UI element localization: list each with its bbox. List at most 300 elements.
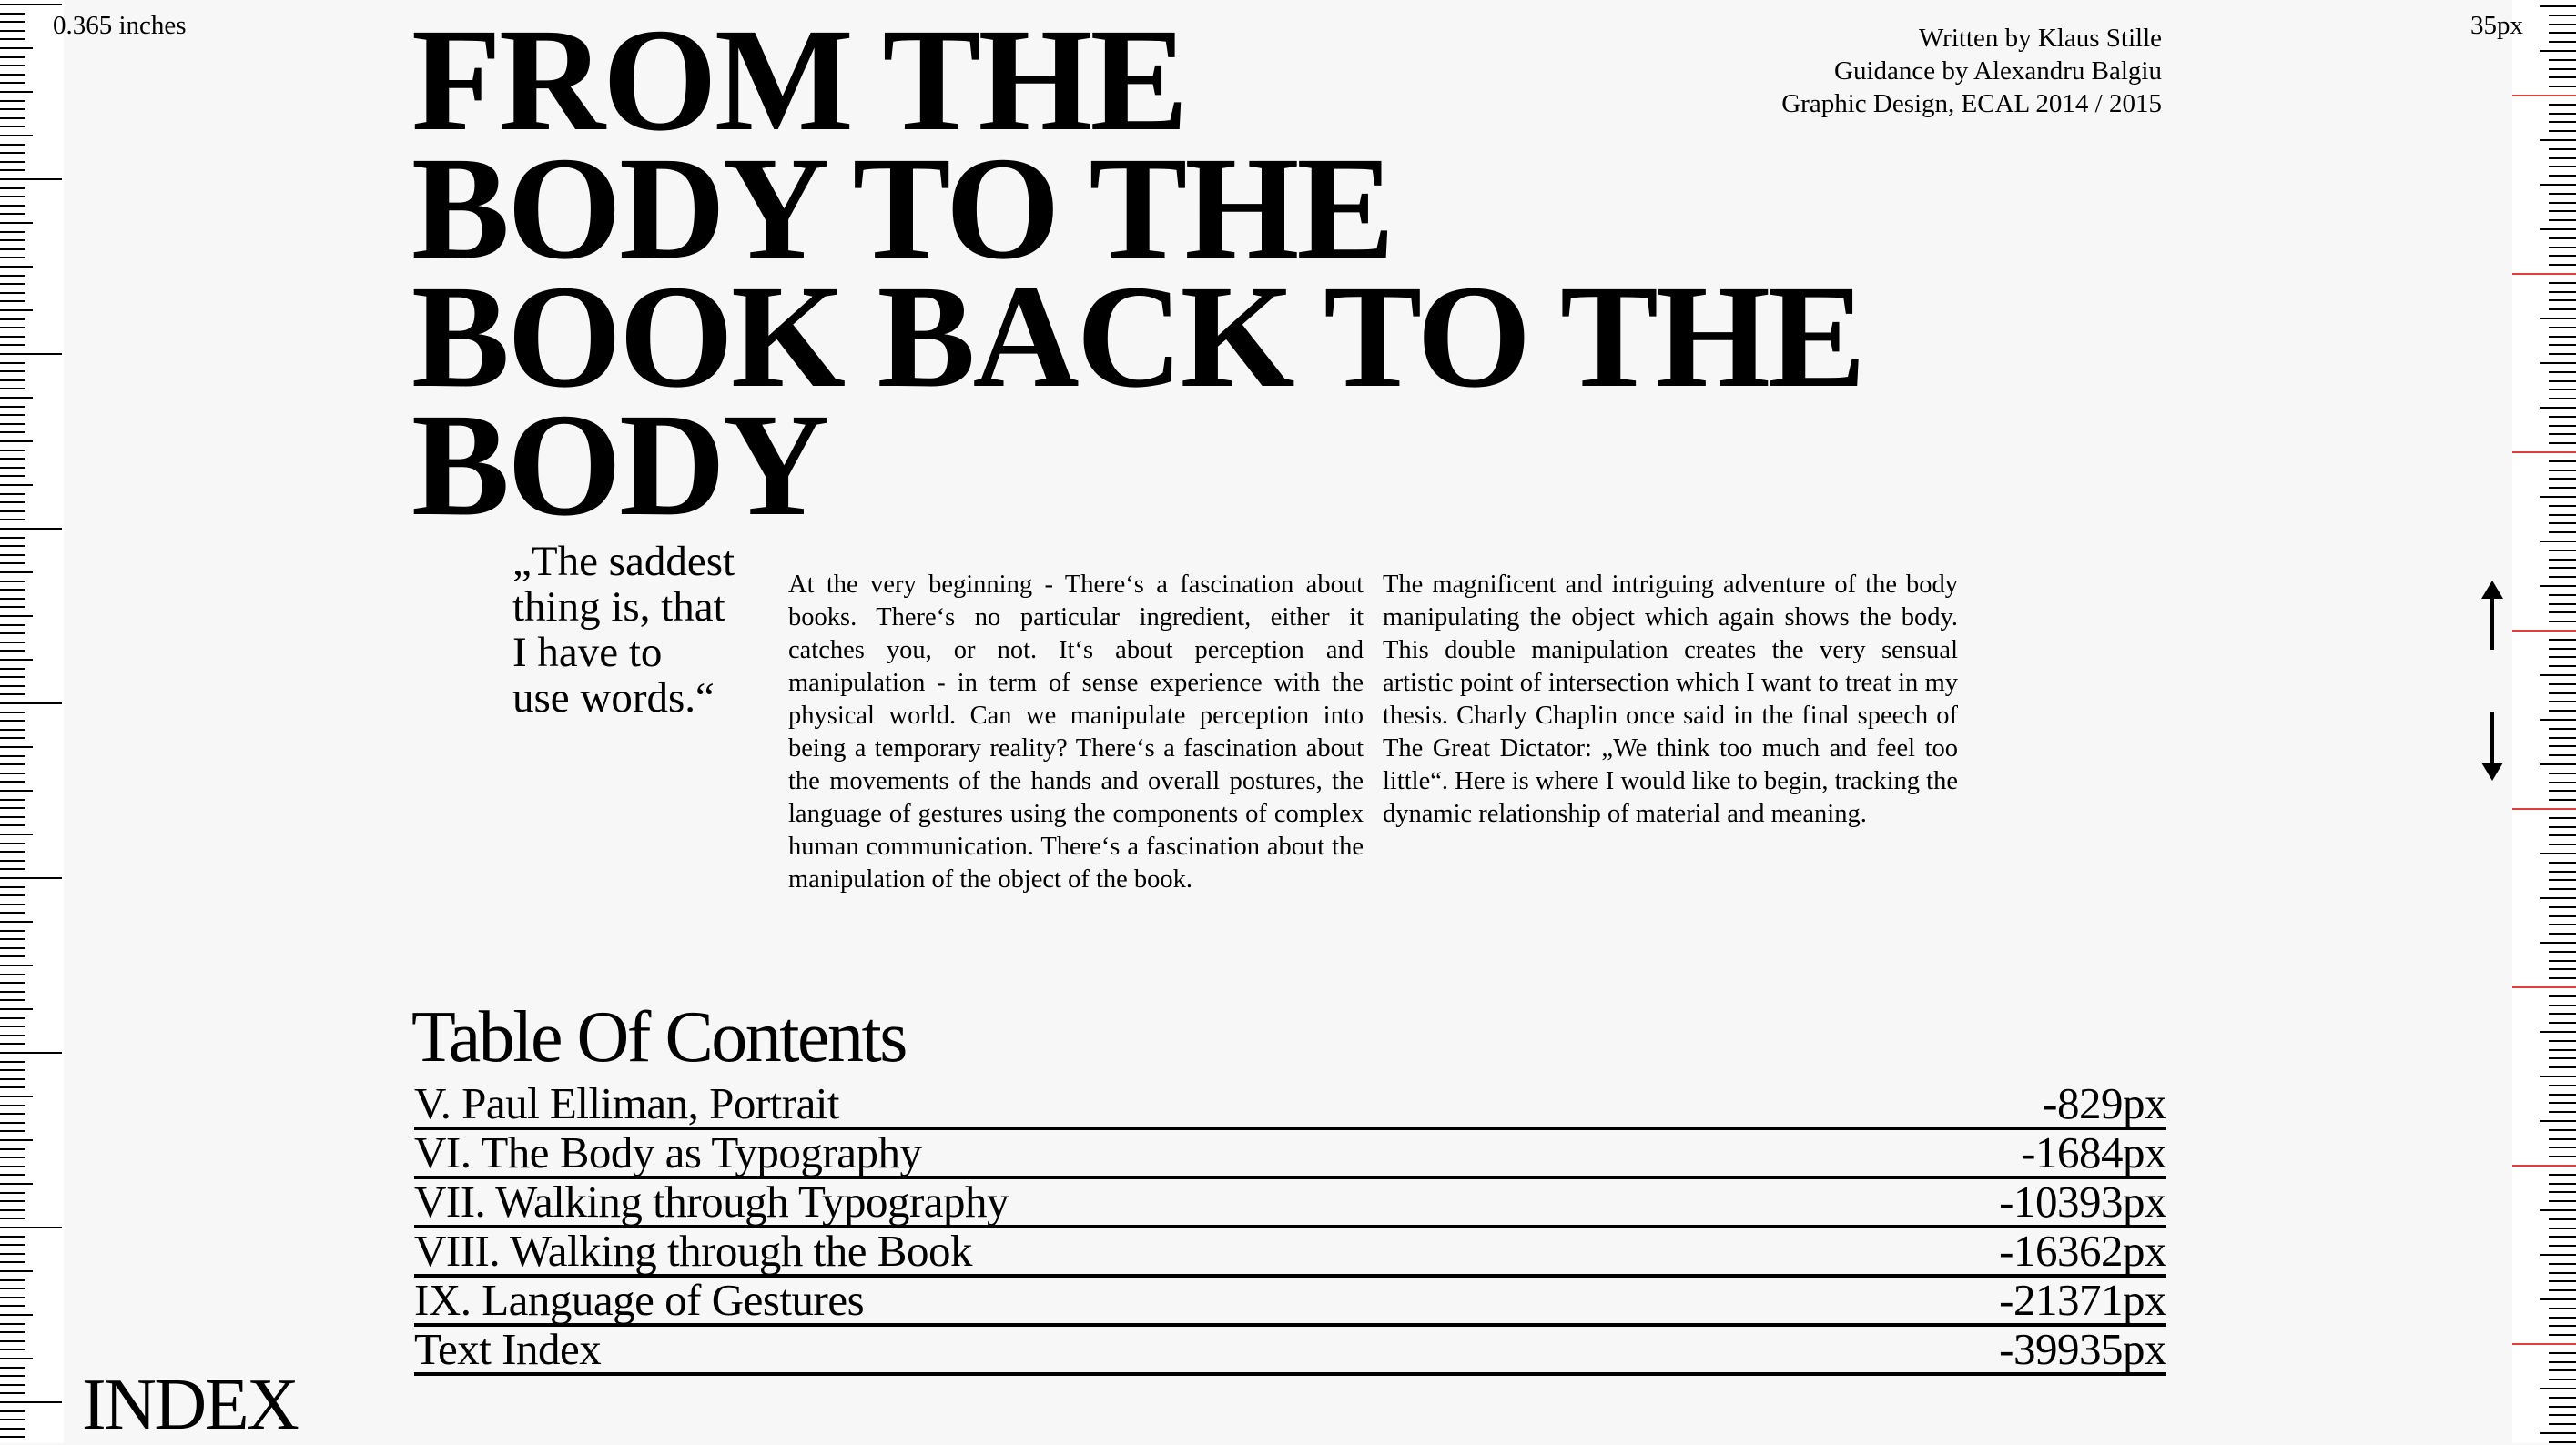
ruler-tick (0, 938, 25, 940)
ruler-tick (0, 47, 33, 49)
ruler-tick (0, 510, 25, 512)
ruler-tick (0, 1297, 25, 1298)
ruler-tick (2540, 228, 2576, 230)
ruler-tick (2549, 799, 2576, 801)
ruler-tick (0, 1358, 33, 1359)
ruler-tick (0, 1157, 25, 1158)
ruler-tick (2549, 210, 2576, 212)
ruler-tick (2549, 1308, 2576, 1309)
ruler-tick (0, 843, 25, 844)
ruler-tick (2549, 353, 2576, 355)
ruler-tick (2549, 193, 2576, 195)
ruler-tick (2549, 1102, 2576, 1104)
ruler-tick (2549, 336, 2576, 338)
ruler-tick (2512, 1165, 2576, 1167)
ruler-tick (0, 554, 25, 556)
ruler-tick (0, 406, 25, 408)
ruler-tick (0, 213, 25, 215)
ruler-tick (2549, 514, 2576, 516)
ruler-tick (0, 894, 25, 896)
ruler-tick (0, 1331, 25, 1333)
ruler-tick (0, 450, 25, 451)
ruler-tick (2512, 451, 2576, 453)
ruler-tick (2549, 380, 2576, 382)
toc-item-label: IX. Language of Gestures (414, 1275, 865, 1325)
ruler-tick (2549, 433, 2576, 435)
ruler-tick (0, 712, 25, 713)
ruler-tick (0, 231, 25, 233)
ruler-tick (2549, 41, 2576, 43)
ruler-tick (0, 824, 25, 826)
ruler-tick (2549, 460, 2576, 462)
ruler-tick (2549, 531, 2576, 533)
ruler-tick (0, 991, 25, 993)
ruler-tick (2540, 1298, 2576, 1300)
ruler-tick (2549, 906, 2576, 908)
measurement-inches: 0.365 inches (53, 11, 187, 40)
ruler-tick (2549, 790, 2576, 792)
ruler-tick (0, 1367, 25, 1369)
ruler-tick (0, 1105, 25, 1106)
ruler-tick (2549, 879, 2576, 881)
toc-item-label: VI. The Body as Typography (414, 1127, 922, 1177)
ruler-tick (2549, 968, 2576, 970)
ruler-tick (2512, 630, 2576, 632)
ruler-tick (0, 1086, 25, 1088)
ruler-tick (2549, 1174, 2576, 1176)
ruler-tick (2540, 362, 2576, 364)
ruler-tick (2549, 951, 2576, 953)
quote-line: „The saddest (512, 538, 735, 585)
ruler-tick (0, 467, 25, 469)
ruler-tick (2549, 175, 2576, 177)
ruler-tick (0, 868, 25, 870)
ruler-tick (0, 1166, 25, 1167)
ruler-tick (2549, 871, 2576, 873)
scroll-up-button[interactable] (2474, 579, 2510, 652)
ruler-tick (2549, 576, 2576, 578)
ruler-tick (2549, 68, 2576, 70)
ruler-tick (0, 275, 25, 277)
ruler-tick (2549, 166, 2576, 167)
toc-item-offset: -39935px (1999, 1324, 2166, 1374)
ruler-tick (0, 1401, 62, 1403)
ruler-tick (0, 1323, 25, 1325)
ruler-tick (0, 1375, 25, 1377)
ruler-tick (2549, 737, 2576, 739)
ruler-tick (2549, 782, 2576, 783)
ruler-tick (2549, 710, 2576, 712)
ruler-tick (0, 1279, 25, 1281)
ruler-tick (0, 999, 25, 1001)
ruler-tick (2549, 1245, 2576, 1247)
ruler-tick (0, 886, 25, 888)
ruler-tick (0, 117, 25, 119)
ruler-tick (2540, 1076, 2576, 1077)
ruler-tick (2549, 665, 2576, 667)
ruler-tick (0, 292, 25, 294)
ruler-tick (2549, 1147, 2576, 1148)
ruler-tick (2549, 745, 2576, 747)
ruler-tick (2549, 817, 2576, 819)
ruler-tick (0, 571, 33, 573)
toc-list (414, 1078, 2166, 1376)
ruler-tick (0, 1026, 25, 1027)
ruler-tick (2549, 1397, 2576, 1399)
ruler-tick (2549, 1057, 2576, 1059)
ruler-tick (0, 528, 62, 530)
ruler-tick (2549, 478, 2576, 480)
ruler-tick (0, 904, 25, 905)
credit-author: Written by Klaus Stille (1918, 24, 2162, 53)
ruler-tick (2549, 219, 2576, 221)
ruler-tick (2549, 282, 2576, 284)
ruler-tick (2549, 148, 2576, 150)
ruler-tick (2540, 1432, 2576, 1434)
ruler-tick (2549, 834, 2576, 836)
ruler-tick (0, 1236, 25, 1238)
ruler-tick (0, 327, 25, 328)
ruler-tick (0, 1008, 33, 1010)
toc-item-offset: -21371px (1999, 1275, 2166, 1325)
ruler-tick (2549, 308, 2576, 310)
ruler-tick (2549, 291, 2576, 293)
ruler-tick (2549, 15, 2576, 16)
ruler-tick (0, 921, 33, 923)
ruler-tick (0, 266, 33, 268)
ruler-tick (2540, 1254, 2576, 1256)
ruler-tick (0, 1078, 25, 1080)
ruler-tick (2549, 826, 2576, 828)
right-ruler[interactable] (2512, 0, 2576, 1443)
ruler-tick (2512, 986, 2576, 988)
ruler-tick (0, 1035, 25, 1036)
ruler-tick (2549, 621, 2576, 622)
ruler-tick (2540, 407, 2576, 409)
ruler-tick (2549, 1085, 2576, 1086)
index-link[interactable]: INDEX (82, 1365, 298, 1445)
toc-item-offset: -1684px (2021, 1127, 2166, 1177)
ruler-tick (0, 676, 25, 678)
ruler-tick (0, 773, 25, 774)
ruler-tick (0, 1288, 25, 1289)
ruler-tick (0, 178, 62, 180)
ruler-tick (2549, 559, 2576, 561)
ruler-tick (0, 1043, 25, 1045)
ruler-tick (2549, 505, 2576, 507)
toc-item-text-index[interactable] (414, 1324, 2166, 1376)
ruler-tick (0, 493, 25, 495)
ruler-tick (2549, 611, 2576, 613)
ruler-tick (2549, 1334, 2576, 1336)
ruler-tick (2549, 594, 2576, 596)
ruler-tick (0, 458, 25, 460)
ruler-tick (0, 1069, 25, 1071)
ruler-tick (2540, 541, 2576, 542)
ruler-tick (0, 370, 25, 372)
ruler-tick (0, 720, 25, 722)
ruler-tick (2549, 1013, 2576, 1015)
ruler-tick (0, 344, 25, 346)
ruler-tick (0, 755, 25, 757)
title-line: BODY (411, 384, 827, 547)
ruler-tick (0, 431, 25, 433)
ruler-tick (0, 74, 25, 76)
ruler-tick (2549, 1049, 2576, 1051)
ruler-tick (2549, 1228, 2576, 1229)
ruler-tick (0, 737, 25, 739)
ruler-tick (2549, 237, 2576, 239)
ruler-tick (0, 135, 33, 136)
ruler-tick (0, 309, 33, 311)
ruler-tick (2549, 1022, 2576, 1024)
ruler-tick (2549, 255, 2576, 257)
ruler-tick (0, 982, 25, 984)
ruler-tick (0, 1253, 25, 1255)
ruler-tick (0, 1113, 25, 1115)
ruler-tick (2549, 1317, 2576, 1319)
ruler-tick (0, 729, 25, 731)
toc-item-offset: -10393px (1999, 1177, 2166, 1227)
ruler-tick (2540, 1209, 2576, 1211)
ruler-tick (2549, 32, 2576, 34)
ruler-tick (2549, 915, 2576, 917)
ruler-tick (0, 834, 33, 835)
ruler-tick (0, 1122, 25, 1124)
ruler-tick (0, 930, 25, 932)
credit-guidance: Guidance by Alexandru Balgiu (1834, 56, 2162, 86)
ruler-tick (2540, 1031, 2576, 1033)
ruler-tick (0, 974, 25, 975)
ruler-tick (2549, 1289, 2576, 1291)
ruler-tick (0, 126, 25, 127)
ruler-tick (0, 91, 33, 93)
toc-item-walking-through-typography[interactable] (414, 1179, 2166, 1228)
title-line: BODY TO THE (411, 127, 1393, 290)
ruler-tick (2549, 1129, 2576, 1131)
ruler-tick (2549, 104, 2576, 106)
pull-quote (512, 539, 767, 721)
ruler-tick (0, 100, 25, 102)
ruler-tick (0, 1218, 25, 1219)
ruler-tick (0, 397, 33, 399)
ruler-tick (0, 248, 25, 250)
ruler-tick (2549, 157, 2576, 159)
quote-line: I have to (512, 629, 663, 676)
ruler-tick (2540, 318, 2576, 319)
ruler-tick (0, 161, 25, 163)
ruler-tick (0, 239, 25, 241)
ruler-tick (2549, 398, 2576, 399)
credit-course: Graphic Design, ECAL 2014 / 2015 (1781, 89, 2162, 118)
ruler-tick (0, 799, 25, 801)
ruler-tick (0, 685, 25, 687)
intro-column-1: At the very beginning - There‘s a fascination about books. There‘s no particular ingredient, either it catches you, or not. It‘s about perception and manipulation - in term of sense experience with the physical world. Can we manipulate perception into being a temporary reality? There‘s a fascination about the movements of the hands and overall postures, the language of gestures using the components of complex human communication. There‘s a fascination about the manipulation of the object of the book. (788, 570, 1364, 894)
ruler-tick (0, 1200, 25, 1202)
ruler-tick (0, 606, 25, 608)
ruler-tick (0, 589, 25, 591)
toc-item-offset: -16362px (1999, 1226, 2166, 1276)
ruler-tick (2549, 567, 2576, 569)
ruler-tick (2549, 344, 2576, 346)
ruler-tick (2549, 1218, 2576, 1220)
ruler-tick (0, 187, 25, 189)
ruler-tick (0, 1270, 33, 1272)
ruler-tick (2540, 1388, 2576, 1389)
ruler-tick (0, 1130, 25, 1132)
ruler-tick (0, 763, 25, 765)
ruler-tick (0, 807, 25, 809)
ruler-tick (0, 912, 25, 914)
ruler-tick (0, 947, 25, 949)
ruler-tick (0, 440, 33, 442)
ruler-tick (2549, 1111, 2576, 1113)
ruler-tick (0, 1305, 25, 1307)
ruler-tick (2549, 86, 2576, 87)
quote-line: thing is, that (512, 583, 725, 631)
ruler-tick (2540, 763, 2576, 765)
ruler-tick (0, 1096, 33, 1097)
ruler-tick (2549, 121, 2576, 123)
ruler-tick (2549, 603, 2576, 605)
ruler-tick (0, 1244, 25, 1246)
ruler-tick (0, 205, 25, 207)
toc-item-label: Text Index (414, 1324, 602, 1374)
ruler-tick (2549, 1138, 2576, 1140)
ruler-tick (0, 1436, 25, 1438)
scroll-down-button[interactable] (2474, 710, 2510, 783)
ruler-tick (0, 537, 25, 539)
toc-item-walking-through-book[interactable] (414, 1228, 2166, 1278)
ruler-tick (2512, 273, 2576, 275)
ruler-tick (0, 144, 25, 146)
ruler-tick (0, 257, 25, 258)
ruler-tick (0, 702, 62, 704)
ruler-tick (2549, 1414, 2576, 1416)
ruler-tick (0, 196, 25, 197)
ruler-tick (2549, 1379, 2576, 1380)
ruler-tick (2549, 59, 2576, 61)
ruler-tick (2549, 1200, 2576, 1202)
toc-item-label: VIII. Walking through the Book (414, 1226, 972, 1276)
ruler-tick (2549, 995, 2576, 997)
title-line: FROM THE (411, 0, 1186, 162)
ruler-tick (2549, 1280, 2576, 1282)
ruler-tick (0, 30, 25, 32)
ruler-tick (0, 353, 62, 355)
toc-heading: Table Of Contents (411, 997, 906, 1077)
ruler-tick (0, 1392, 25, 1394)
ruler-tick (0, 1261, 25, 1263)
ruler-tick (2549, 1272, 2576, 1274)
toc-item-body-as-typography[interactable] (414, 1127, 2166, 1179)
ruler-tick (2549, 487, 2576, 489)
ruler-tick (0, 222, 33, 224)
ruler-tick (0, 877, 62, 879)
ruler-tick (0, 1052, 62, 1054)
ruler-tick (0, 1139, 33, 1141)
ruler-tick (0, 13, 25, 15)
ruler-tick (0, 650, 25, 652)
ruler-tick (2549, 728, 2576, 730)
ruler-tick (2549, 656, 2576, 658)
ruler-tick (2549, 24, 2576, 25)
ruler-tick (0, 283, 25, 285)
ruler-tick (2549, 1352, 2576, 1354)
ruler-tick (0, 484, 33, 486)
ruler-tick (0, 519, 25, 520)
ruler-tick (0, 624, 25, 626)
ruler-tick (2549, 327, 2576, 328)
ruler-tick (0, 1148, 25, 1150)
ruler-tick (2549, 371, 2576, 373)
ruler-tick (0, 615, 33, 617)
ruler-tick (2549, 130, 2576, 132)
ruler-tick (2540, 1120, 2576, 1122)
ruler-tick (0, 562, 25, 564)
ruler-tick (2549, 416, 2576, 418)
ruler-tick (2549, 1156, 2576, 1157)
ruler-tick (0, 1192, 25, 1194)
ruler-tick (0, 475, 25, 477)
ruler-tick (2549, 888, 2576, 890)
ruler-tick (2549, 442, 2576, 444)
toc-item-language-of-gestures[interactable] (414, 1275, 2166, 1327)
ruler-tick (0, 642, 25, 643)
arrow-up-icon (2474, 579, 2510, 652)
ruler-tick (0, 414, 25, 416)
measurement-px: 35px (2470, 11, 2523, 40)
ruler-tick (0, 860, 25, 862)
ruler-tick (2549, 773, 2576, 774)
ruler-tick (0, 169, 25, 171)
ruler-tick (2512, 1343, 2576, 1345)
ruler-tick (0, 152, 25, 154)
ruler-tick (0, 955, 25, 957)
ruler-tick (0, 659, 33, 661)
ruler-tick (0, 693, 25, 695)
ruler-tick (0, 423, 25, 425)
toc-item-label: VII. Walking through Typography (414, 1177, 1009, 1227)
ruler-tick (0, 38, 25, 40)
toc-item-paul-elliman[interactable] (414, 1078, 2166, 1130)
ruler-tick (0, 1061, 25, 1063)
ruler-tick (0, 632, 25, 634)
ruler-tick (2549, 844, 2576, 845)
ruler-tick (2549, 977, 2576, 979)
title-line: BOOK BACK TO THE (411, 256, 1864, 419)
ruler-tick (2540, 942, 2576, 944)
ruler-tick (2549, 1183, 2576, 1185)
ruler-tick (0, 4, 62, 5)
ruler-tick (0, 501, 25, 503)
ruler-tick (2540, 719, 2576, 721)
ruler-tick (2549, 639, 2576, 641)
ruler-tick (2549, 862, 2576, 864)
ruler-tick (0, 379, 25, 381)
ruler-tick (2549, 754, 2576, 756)
ruler-tick (0, 598, 25, 600)
ruler-tick (2549, 550, 2576, 551)
ruler-tick (2540, 496, 2576, 498)
toc-item-label: V. Paul Elliman, Portrait (414, 1078, 840, 1128)
ruler-tick (2540, 674, 2576, 676)
left-ruler (0, 0, 64, 1443)
ruler-tick (2549, 648, 2576, 650)
ruler-tick (0, 1349, 25, 1350)
ruler-tick (0, 965, 33, 966)
ruler-tick (2549, 113, 2576, 115)
